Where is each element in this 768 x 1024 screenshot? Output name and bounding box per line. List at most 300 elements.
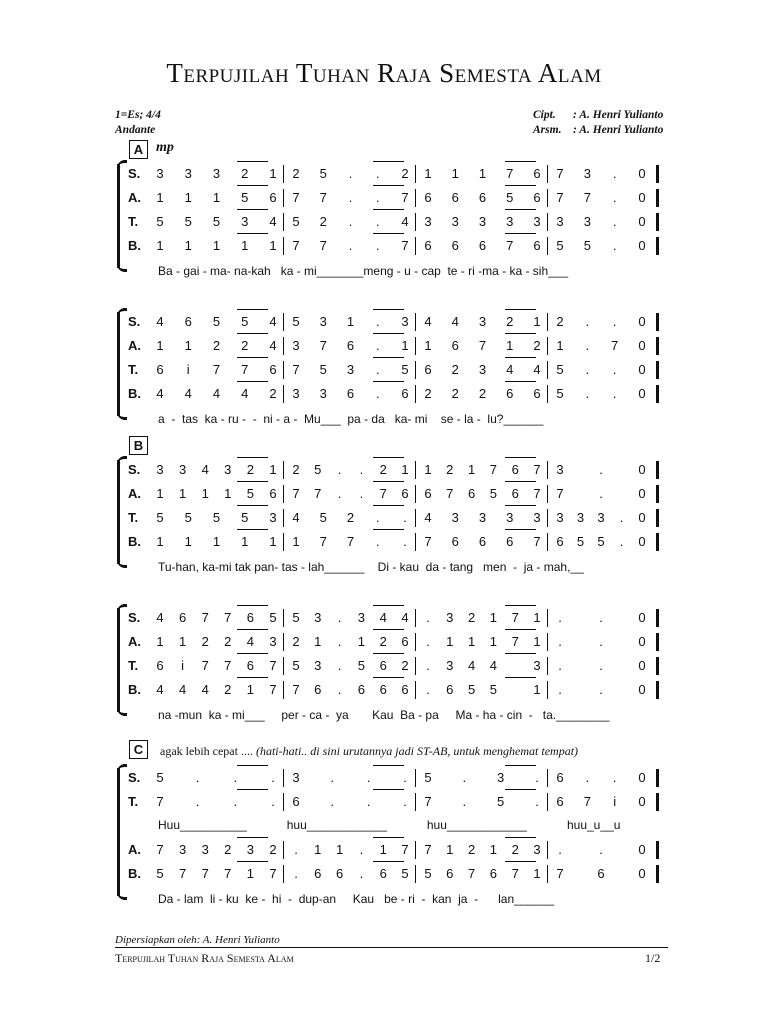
note: 1 — [424, 338, 432, 353]
note: . — [366, 794, 371, 809]
barline — [415, 189, 416, 207]
note: 1 — [346, 314, 355, 329]
note: 4 — [178, 682, 187, 697]
barline — [547, 793, 548, 811]
note: . — [337, 682, 342, 697]
note: 7 — [401, 238, 409, 253]
barline — [283, 313, 284, 331]
note: 6 — [269, 190, 277, 205]
beam-line — [505, 357, 536, 358]
note: . — [403, 770, 407, 785]
note: 1 — [212, 238, 221, 253]
note: 1 — [379, 842, 387, 857]
note: 3 — [478, 362, 487, 377]
note: . — [348, 238, 353, 253]
note: 7 — [156, 842, 164, 857]
voice-label: A. — [128, 842, 141, 857]
barline — [283, 485, 284, 503]
note: 1 — [401, 338, 409, 353]
lyrics-line: a - tas ka - ru - - ni - a - Mu___ pa - da ka- mi se - la - lu?______ — [158, 412, 544, 426]
beam-line — [505, 529, 536, 530]
note: 6 — [478, 238, 487, 253]
note: 7 — [583, 794, 591, 809]
note: 1 — [269, 166, 277, 181]
note: 3 — [224, 462, 232, 477]
barline — [415, 865, 416, 883]
note: 3 — [319, 386, 327, 401]
final-barline — [656, 165, 659, 183]
voice-row — [0, 840, 768, 860]
note: 7 — [292, 682, 300, 697]
note: 2 — [506, 314, 514, 329]
note: 2 — [424, 386, 432, 401]
final-barline — [656, 361, 659, 379]
note: . — [330, 770, 335, 785]
voice-label: B. — [128, 386, 141, 401]
lyrics-line: Da - lam li - ku ke - hi - dup-an Kau be - ri - kan ja - lan______ — [158, 892, 555, 906]
note: 6 — [346, 338, 355, 353]
beam-line — [373, 861, 404, 862]
barline — [283, 633, 284, 651]
voice-label: A. — [128, 634, 141, 649]
note: 4 — [489, 658, 497, 673]
beam-line — [237, 837, 268, 838]
note: 3 — [506, 510, 514, 525]
note: 2 — [269, 386, 277, 401]
note: 7 — [556, 190, 564, 205]
note: 0 — [638, 190, 646, 205]
note: 4 — [156, 386, 164, 401]
note: . — [403, 510, 407, 525]
note: 6 — [451, 190, 459, 205]
note: 5 — [597, 534, 605, 549]
note: 5 — [241, 510, 249, 525]
note: 4 — [379, 610, 387, 625]
note: 7 — [489, 462, 497, 477]
note: . — [612, 238, 617, 253]
note: 6 — [489, 866, 497, 881]
note: 6 — [401, 634, 409, 649]
note: 5 — [401, 362, 409, 377]
song-title: Terpujilah Tuhan Raja Semesta Alam — [166, 58, 602, 88]
note: 7 — [212, 362, 221, 377]
beam-line — [373, 837, 404, 838]
barline — [283, 865, 284, 883]
note: 3 — [556, 214, 564, 229]
note: 6 — [446, 866, 454, 881]
note: . — [348, 166, 353, 181]
note: 2 — [446, 462, 454, 477]
note: 7 — [319, 338, 327, 353]
note: 3 — [178, 462, 187, 477]
voice-label: T. — [128, 658, 139, 673]
note: 6 — [401, 682, 409, 697]
barline — [283, 165, 284, 183]
note: 4 — [533, 362, 541, 377]
note: 3 — [401, 314, 409, 329]
note: 5 — [292, 658, 300, 673]
note: 2 — [401, 658, 409, 673]
note: 7 — [292, 486, 300, 501]
barline — [547, 681, 548, 699]
voice-label: A. — [128, 486, 141, 501]
note: 0 — [638, 682, 646, 697]
beam-line — [505, 837, 536, 838]
note: 1 — [156, 190, 164, 205]
note: 1 — [446, 634, 454, 649]
note: 0 — [638, 770, 646, 785]
barline — [547, 533, 548, 551]
note: 2 — [451, 386, 459, 401]
note: 5 — [292, 610, 300, 625]
note: 1 — [489, 842, 497, 857]
voice-row — [0, 336, 768, 356]
beam-line — [373, 481, 404, 482]
note: 4 — [201, 682, 209, 697]
note: 7 — [533, 534, 541, 549]
note: 1 — [246, 682, 254, 697]
note: 6 — [269, 486, 277, 501]
section-mark-a: A — [129, 140, 148, 159]
note: . — [599, 486, 603, 501]
note: 7 — [424, 794, 432, 809]
note: 6 — [401, 486, 409, 501]
note: 7 — [401, 190, 409, 205]
note: 7 — [292, 238, 300, 253]
note: 3 — [533, 658, 541, 673]
note: . — [375, 534, 380, 549]
final-barline — [656, 681, 659, 699]
barline — [283, 237, 284, 255]
note: 6 — [451, 534, 459, 549]
barline — [415, 237, 416, 255]
voice-row — [0, 212, 768, 232]
beam-line — [505, 309, 536, 310]
note: 1 — [506, 338, 514, 353]
note: 6 — [357, 682, 365, 697]
note: 2 — [224, 634, 232, 649]
note: 1 — [156, 338, 164, 353]
note: . — [375, 166, 380, 181]
note: 0 — [638, 214, 646, 229]
key-signature: 1=Es; 4/4 — [115, 109, 161, 121]
beam-line — [237, 333, 268, 334]
note: 0 — [638, 842, 646, 857]
note: 1 — [269, 462, 277, 477]
note: . — [599, 658, 603, 673]
note: 1 — [556, 338, 564, 353]
note: 5 — [212, 214, 221, 229]
note: 4 — [212, 386, 221, 401]
voice-row — [0, 680, 768, 700]
barline — [415, 533, 416, 551]
beam-line — [237, 457, 268, 458]
note: 6 — [156, 658, 164, 673]
note: 5 — [489, 682, 497, 697]
footer-divider — [115, 947, 668, 948]
beam-line — [505, 861, 536, 862]
barline — [547, 237, 548, 255]
barline — [415, 361, 416, 379]
beam-line — [505, 629, 536, 630]
note: 1 — [178, 486, 187, 501]
note: 1 — [178, 634, 187, 649]
note: . — [585, 314, 590, 329]
note: 1 — [156, 634, 164, 649]
arranger-name: : A. Henri Yulianto — [573, 124, 664, 136]
note: . — [337, 658, 342, 673]
note: . — [612, 214, 617, 229]
note: 5 — [576, 534, 585, 549]
note: 3 — [556, 510, 564, 525]
beam-line — [237, 529, 268, 530]
voice-label: T. — [128, 362, 139, 377]
voice-row — [0, 384, 768, 404]
beam-line — [237, 765, 268, 766]
song-credits — [533, 108, 663, 138]
barline — [283, 681, 284, 699]
voice-label: B. — [128, 238, 141, 253]
beam-line — [505, 185, 536, 186]
note: . — [375, 510, 380, 525]
note: 2 — [246, 462, 254, 477]
note: . — [619, 534, 624, 549]
final-barline — [656, 533, 659, 551]
note: . — [337, 610, 342, 625]
note: . — [535, 770, 539, 785]
note: 0 — [638, 238, 646, 253]
beam-line — [373, 629, 404, 630]
note: 5 — [156, 866, 164, 881]
note: 5 — [556, 238, 564, 253]
barline — [415, 609, 416, 627]
note: 6 — [533, 166, 541, 181]
note: 0 — [638, 510, 646, 525]
note: 5 — [246, 486, 254, 501]
note: . — [195, 794, 200, 809]
barline — [415, 313, 416, 331]
note: 2 — [467, 842, 476, 857]
note: 3 — [478, 510, 487, 525]
note: . — [558, 842, 562, 857]
note: 7 — [269, 682, 277, 697]
note: . — [585, 362, 590, 377]
note: 2 — [212, 338, 221, 353]
note: 6 — [401, 386, 409, 401]
barline — [547, 461, 548, 479]
barline — [547, 769, 548, 787]
beam-line — [505, 481, 536, 482]
note: . — [462, 794, 467, 809]
note: 3 — [556, 462, 564, 477]
beam-line — [373, 505, 404, 506]
note: 7 — [156, 794, 164, 809]
note: . — [585, 338, 590, 353]
voice-label: S. — [128, 166, 141, 181]
note: 6 — [379, 866, 387, 881]
note: 1 — [212, 534, 221, 549]
note: 4 — [269, 314, 277, 329]
note: 1 — [467, 634, 476, 649]
note: 5 — [401, 866, 409, 881]
note: 3 — [269, 510, 277, 525]
beam-line — [373, 605, 404, 606]
note: 1 — [184, 190, 192, 205]
note: 3 — [314, 658, 322, 673]
note: 7 — [424, 534, 432, 549]
note: 1 — [533, 682, 541, 697]
note: 6 — [467, 486, 476, 501]
barline — [547, 609, 548, 627]
note: 0 — [638, 634, 646, 649]
beam-line — [505, 677, 536, 678]
note: i — [186, 362, 190, 377]
note: 3 — [292, 386, 300, 401]
note: 6 — [246, 658, 254, 673]
note: 3 — [346, 362, 355, 377]
note: . — [271, 770, 275, 785]
note: 5 — [212, 314, 221, 329]
beam-line — [237, 505, 268, 506]
note: 6 — [424, 190, 432, 205]
note: 3 — [533, 214, 541, 229]
note: 2 — [346, 510, 355, 525]
note: 7 — [556, 166, 564, 181]
beam-line — [237, 357, 268, 358]
note: 6 — [597, 866, 605, 881]
note: 3 — [269, 634, 277, 649]
note: 7 — [292, 362, 300, 377]
note: 1 — [184, 238, 192, 253]
note: 3 — [497, 770, 505, 785]
note: . — [348, 190, 353, 205]
note: 6 — [156, 362, 164, 377]
section-c-instruction — [160, 744, 578, 759]
lyrics-line: Tu-han, ka-mi tak pan- tas - lah______ Di - kau da - tang men - ja - mah,__ — [158, 560, 584, 574]
note: 3 — [533, 510, 541, 525]
note: 5 — [212, 510, 221, 525]
barline — [415, 385, 416, 403]
barline — [283, 213, 284, 231]
note: 3 — [533, 842, 541, 857]
note: 1 — [246, 866, 254, 881]
beam-line — [505, 233, 536, 234]
note: 1 — [489, 610, 497, 625]
final-barline — [656, 485, 659, 503]
note: 6 — [556, 770, 564, 785]
note: 6 — [556, 534, 564, 549]
note: 3 — [184, 166, 192, 181]
note: 2 — [379, 634, 387, 649]
note: 3 — [446, 658, 454, 673]
page-number: 1/2 — [645, 951, 661, 965]
voice-row — [0, 532, 768, 552]
note: . — [558, 634, 562, 649]
section-mark-b: B — [129, 436, 148, 455]
note: 6 — [506, 386, 514, 401]
barline — [283, 769, 284, 787]
voice-label: S. — [128, 314, 141, 329]
note: 3 — [583, 166, 591, 181]
note: 6 — [346, 386, 355, 401]
note: 5 — [583, 238, 591, 253]
note: 3 — [446, 610, 454, 625]
note: 4 — [246, 634, 254, 649]
note: 4 — [451, 314, 459, 329]
note: 3 — [424, 214, 432, 229]
barline — [415, 165, 416, 183]
note: 1 — [241, 534, 249, 549]
beam-line — [373, 161, 404, 162]
note: . — [619, 510, 624, 525]
voice-row — [0, 656, 768, 676]
note: 2 — [292, 166, 300, 181]
note: 1 — [292, 534, 300, 549]
barline — [415, 769, 416, 787]
note: 2 — [451, 362, 459, 377]
final-barline — [656, 657, 659, 675]
note: 0 — [638, 386, 646, 401]
voice-label: B. — [128, 682, 141, 697]
voice-label: T. — [128, 214, 139, 229]
dynamic-mark: mp — [156, 140, 174, 155]
lyrics-line: Ba - gai - ma- na-kah ka - mi_______meng - u - cap te - ri -ma - ka - sih___ — [158, 264, 569, 278]
note: 6 — [451, 238, 459, 253]
note: 0 — [638, 866, 646, 881]
note: 4 — [269, 338, 277, 353]
note: . — [233, 794, 238, 809]
note: 3 — [583, 214, 591, 229]
note: . — [337, 634, 342, 649]
voice-row — [0, 236, 768, 256]
note: 7 — [611, 338, 619, 353]
note: 5 — [184, 214, 192, 229]
note: 5 — [319, 362, 327, 377]
note: . — [233, 770, 238, 785]
final-barline — [656, 213, 659, 231]
beam-line — [373, 529, 404, 530]
lyrics-line: na -mun ka - mi___ per - ca - ya Kau Ba - pa Ma - ha - cin - ta.________ — [158, 708, 610, 722]
note: 7 — [556, 866, 564, 881]
voice-row — [0, 164, 768, 184]
note: . — [426, 634, 430, 649]
voice-label: S. — [128, 610, 141, 625]
note: 5 — [292, 214, 300, 229]
tempo-marking: Andante — [115, 124, 156, 136]
beam-line — [237, 309, 268, 310]
note: 5 — [269, 610, 277, 625]
note: . — [294, 842, 298, 857]
note: 1 — [314, 842, 322, 857]
final-barline — [656, 633, 659, 651]
note: 1 — [201, 486, 209, 501]
note: 6 — [269, 362, 277, 377]
note: 7 — [224, 658, 232, 673]
note: . — [585, 770, 590, 785]
note: 1 — [489, 634, 497, 649]
note: 2 — [201, 634, 209, 649]
note: 3 — [292, 770, 300, 785]
note: 2 — [224, 842, 232, 857]
beam-line — [373, 653, 404, 654]
section-c-tempo: agak lebih cepat .... — [160, 744, 256, 758]
note: . — [612, 362, 617, 377]
note: 3 — [597, 510, 605, 525]
barline — [547, 509, 548, 527]
note: . — [366, 770, 371, 785]
note: 7 — [511, 610, 519, 625]
note: 2 — [292, 462, 300, 477]
